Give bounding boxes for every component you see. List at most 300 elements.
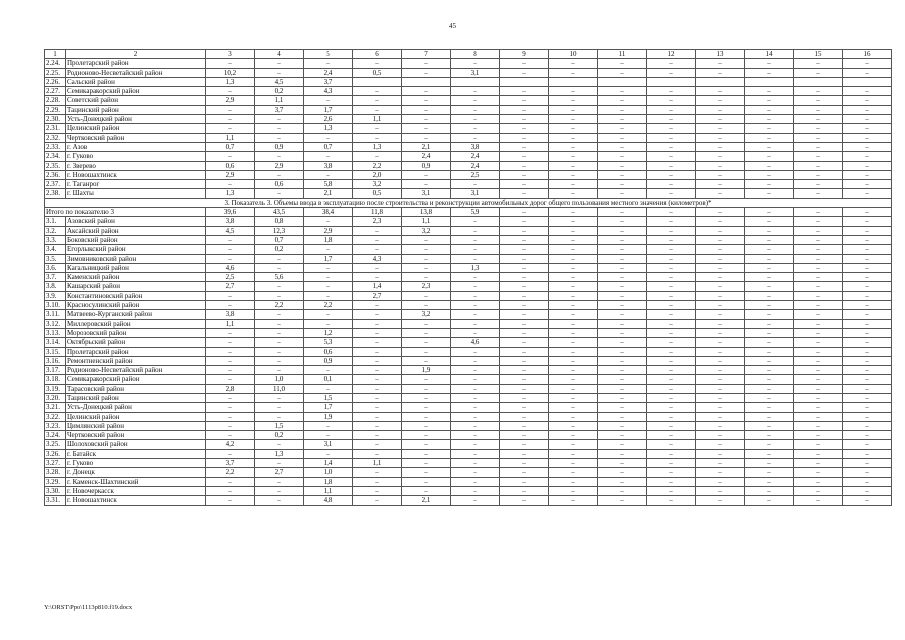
value-cell: – [843, 68, 892, 77]
value-cell: 2,1 [402, 142, 451, 151]
row-number-cell: 3.20. [45, 393, 66, 402]
value-cell: – [451, 347, 500, 356]
value-cell: 4,3 [353, 254, 402, 263]
value-cell [843, 77, 892, 86]
table-row [45, 96, 892, 105]
value-cell: – [549, 115, 598, 124]
value-cell: – [843, 310, 892, 319]
value-cell: – [206, 87, 255, 96]
value-cell: – [500, 291, 549, 300]
value-cell: – [500, 273, 549, 282]
value-cell: – [402, 263, 451, 272]
value-cell: – [647, 226, 696, 235]
value-cell: – [843, 226, 892, 235]
value-cell: 2,4 [451, 161, 500, 170]
value-cell: – [500, 170, 549, 179]
value-cell: – [549, 496, 598, 505]
value-cell: – [549, 152, 598, 161]
value-cell: – [500, 208, 549, 217]
value-cell: – [843, 189, 892, 198]
value-cell: 2,4 [451, 152, 500, 161]
value-cell: – [696, 142, 745, 151]
table-row [45, 301, 892, 310]
value-cell: – [843, 328, 892, 337]
row-number-cell: 2.30. [45, 115, 66, 124]
value-cell: – [255, 170, 304, 179]
value-cell: – [794, 440, 843, 449]
value-cell: – [549, 328, 598, 337]
value-cell: – [402, 170, 451, 179]
value-cell: – [451, 393, 500, 402]
value-cell: – [500, 319, 549, 328]
value-cell: – [500, 245, 549, 254]
value-cell: – [598, 347, 647, 356]
value-cell: – [745, 477, 794, 486]
value-cell: – [745, 226, 794, 235]
table-row [45, 124, 892, 133]
value-cell: – [549, 338, 598, 347]
value-cell: 1,1 [353, 459, 402, 468]
value-cell: – [549, 161, 598, 170]
value-cell: – [353, 319, 402, 328]
row-number-cell: 3.1. [45, 217, 66, 226]
row-number-cell: 3.27. [45, 459, 66, 468]
value-cell: – [353, 347, 402, 356]
value-cell: – [402, 291, 451, 300]
value-cell: – [696, 124, 745, 133]
value-cell: – [402, 412, 451, 421]
value-cell: – [500, 403, 549, 412]
value-cell: – [843, 254, 892, 263]
value-cell: – [745, 301, 794, 310]
value-cell: 2,9 [206, 170, 255, 179]
value-cell: 0,5 [353, 189, 402, 198]
value-cell: – [696, 87, 745, 96]
table-row [45, 142, 892, 151]
value-cell: – [206, 393, 255, 402]
value-cell: – [549, 412, 598, 421]
value-cell: – [353, 235, 402, 244]
value-cell: – [696, 412, 745, 421]
value-cell: – [647, 115, 696, 124]
value-cell: 1,5 [304, 393, 353, 402]
value-cell: 1,1 [353, 115, 402, 124]
value-cell: – [451, 356, 500, 365]
value-cell: – [500, 421, 549, 430]
value-cell: – [255, 347, 304, 356]
value-cell: 1,4 [304, 459, 353, 468]
table-row [45, 226, 892, 235]
table-row [45, 375, 892, 384]
value-cell: 1,3 [304, 124, 353, 133]
value-cell: – [500, 375, 549, 384]
value-cell: – [255, 403, 304, 412]
value-cell: – [794, 59, 843, 68]
value-cell [451, 77, 500, 86]
value-cell: – [647, 282, 696, 291]
territory-name-cell: Чертковский район [66, 133, 206, 142]
value-cell: – [549, 282, 598, 291]
value-cell: – [255, 263, 304, 272]
value-cell: – [696, 366, 745, 375]
value-cell: 3,8 [206, 310, 255, 319]
value-cell: – [451, 226, 500, 235]
value-cell: – [402, 319, 451, 328]
value-cell: 1,9 [304, 412, 353, 421]
value-cell: 2,6 [304, 115, 353, 124]
value-cell: 1,0 [255, 375, 304, 384]
value-cell: – [255, 486, 304, 495]
value-cell: – [843, 87, 892, 96]
value-cell: – [794, 412, 843, 421]
table-row [45, 486, 892, 495]
value-cell: – [549, 486, 598, 495]
value-cell: – [549, 170, 598, 179]
value-cell: – [794, 301, 843, 310]
value-cell: – [745, 459, 794, 468]
value-cell: – [353, 421, 402, 430]
value-cell: – [598, 486, 647, 495]
value-cell: – [206, 496, 255, 505]
value-cell: – [353, 393, 402, 402]
value-cell: – [353, 366, 402, 375]
row-number-cell: 3.5. [45, 254, 66, 263]
row-number-cell: 2.33. [45, 142, 66, 151]
value-cell: – [843, 393, 892, 402]
value-cell: – [255, 124, 304, 133]
value-cell: – [255, 328, 304, 337]
table-row [45, 189, 892, 198]
value-cell: – [843, 338, 892, 347]
value-cell: – [794, 263, 843, 272]
value-cell: – [402, 384, 451, 393]
value-cell: 4,8 [304, 496, 353, 505]
territory-name-cell: г. Гуково [66, 459, 206, 468]
value-cell: 0,2 [255, 245, 304, 254]
value-cell: – [745, 310, 794, 319]
value-cell: – [647, 301, 696, 310]
row-number-cell: 3.15. [45, 347, 66, 356]
value-cell: – [500, 226, 549, 235]
value-cell: – [353, 356, 402, 365]
value-cell: – [451, 366, 500, 375]
value-cell: – [500, 59, 549, 68]
value-cell: – [304, 245, 353, 254]
value-cell [549, 77, 598, 86]
row-number-cell: 2.34. [45, 152, 66, 161]
value-cell: – [402, 87, 451, 96]
territory-name-cell: г. Шахты [66, 189, 206, 198]
value-cell: – [206, 431, 255, 440]
value-cell: – [696, 133, 745, 142]
value-cell: – [549, 468, 598, 477]
value-cell: 3,7 [206, 459, 255, 468]
column-number-cell: 2 [66, 50, 206, 59]
value-cell: – [402, 356, 451, 365]
value-cell: – [500, 161, 549, 170]
value-cell: – [451, 449, 500, 458]
territory-name-cell: Сальский район [66, 77, 206, 86]
value-cell: – [745, 319, 794, 328]
value-cell: 1,2 [304, 328, 353, 337]
territory-name-cell: Советский район [66, 96, 206, 105]
value-cell: – [598, 310, 647, 319]
value-cell: – [353, 263, 402, 272]
value-cell: 1,5 [255, 421, 304, 430]
value-cell: – [598, 375, 647, 384]
value-cell: – [353, 105, 402, 114]
territory-name-cell: Константиновский район [66, 291, 206, 300]
value-cell: – [794, 245, 843, 254]
value-cell: 0,9 [402, 161, 451, 170]
value-cell: – [647, 217, 696, 226]
value-cell: – [647, 68, 696, 77]
value-cell: – [304, 384, 353, 393]
territory-name-cell: Аксайский район [66, 226, 206, 235]
value-cell: – [745, 431, 794, 440]
value-cell: – [206, 375, 255, 384]
value-cell: – [549, 59, 598, 68]
territory-name-cell: г. Новошахтинск [66, 496, 206, 505]
value-cell: – [500, 477, 549, 486]
row-number-cell: 3.4. [45, 245, 66, 254]
value-cell: – [647, 431, 696, 440]
row-number-cell: 2.31. [45, 124, 66, 133]
value-cell: – [255, 356, 304, 365]
row-number-cell: 2.24. [45, 59, 66, 68]
value-cell: 1,1 [206, 319, 255, 328]
value-cell [353, 77, 402, 86]
value-cell: – [598, 273, 647, 282]
value-cell: – [696, 115, 745, 124]
table-row [45, 161, 892, 170]
value-cell: 0,7 [255, 235, 304, 244]
value-cell: – [696, 189, 745, 198]
territory-name-cell: Пролетарский район [66, 59, 206, 68]
value-cell: – [647, 338, 696, 347]
table-row [45, 105, 892, 114]
value-cell: 1,3 [255, 449, 304, 458]
value-cell: – [745, 347, 794, 356]
value-cell: – [647, 170, 696, 179]
value-cell: – [647, 180, 696, 189]
value-cell: – [598, 496, 647, 505]
value-cell: – [745, 449, 794, 458]
value-cell: – [843, 245, 892, 254]
territory-name-cell: г. Новочеркасск [66, 486, 206, 495]
territory-name-cell: г. Таганрог [66, 180, 206, 189]
value-cell: – [255, 133, 304, 142]
territory-name-cell: Кагальницкий район [66, 263, 206, 272]
value-cell: 3,1 [402, 189, 451, 198]
value-cell: 2,1 [304, 189, 353, 198]
value-cell: – [794, 105, 843, 114]
value-cell: – [696, 301, 745, 310]
value-cell: – [255, 282, 304, 291]
value-cell: – [500, 87, 549, 96]
value-cell: – [353, 468, 402, 477]
value-cell: – [255, 459, 304, 468]
value-cell: – [255, 319, 304, 328]
territory-name-cell: Тацинский район [66, 105, 206, 114]
value-cell: – [794, 254, 843, 263]
value-cell: – [451, 217, 500, 226]
value-cell: – [549, 180, 598, 189]
value-cell: – [451, 459, 500, 468]
value-cell: 1,7 [304, 403, 353, 412]
value-cell: – [304, 217, 353, 226]
value-cell: – [794, 291, 843, 300]
value-cell: – [402, 328, 451, 337]
value-cell: – [696, 161, 745, 170]
value-cell: – [647, 254, 696, 263]
value-cell: 3,1 [304, 440, 353, 449]
value-cell: – [794, 152, 843, 161]
value-cell: – [353, 87, 402, 96]
table-row [45, 421, 892, 430]
value-cell: – [451, 310, 500, 319]
value-cell: – [500, 468, 549, 477]
value-cell: – [598, 459, 647, 468]
column-number-cell: 3 [206, 50, 255, 59]
value-cell: – [794, 496, 843, 505]
value-cell: 3,7 [304, 77, 353, 86]
value-cell: – [451, 235, 500, 244]
row-number-cell: 2.25. [45, 68, 66, 77]
value-cell: – [696, 338, 745, 347]
indicator-table [44, 49, 892, 506]
value-cell: – [745, 496, 794, 505]
value-cell: – [794, 217, 843, 226]
value-cell: – [500, 496, 549, 505]
value-cell: 12,3 [255, 226, 304, 235]
column-number-cell: 12 [647, 50, 696, 59]
table-row [45, 245, 892, 254]
territory-name-cell: Ремонтненский район [66, 356, 206, 365]
value-cell: – [647, 403, 696, 412]
total-row [45, 208, 892, 217]
value-cell: – [843, 208, 892, 217]
value-cell: – [843, 105, 892, 114]
value-cell: – [500, 440, 549, 449]
value-cell: – [304, 133, 353, 142]
value-cell: – [549, 226, 598, 235]
value-cell: – [304, 366, 353, 375]
value-cell: – [843, 384, 892, 393]
territory-name-cell: Морозовский район [66, 328, 206, 337]
value-cell: 4,3 [304, 87, 353, 96]
value-cell: – [647, 263, 696, 272]
value-cell: 1,7 [304, 105, 353, 114]
value-cell: – [304, 273, 353, 282]
value-cell: – [843, 356, 892, 365]
row-number-cell: 3.21. [45, 403, 66, 412]
value-cell: – [549, 347, 598, 356]
territory-name-cell: Родионово-Несветайский район [66, 366, 206, 375]
value-cell: – [304, 152, 353, 161]
value-cell: – [647, 375, 696, 384]
territory-name-cell: Октябрьский район [66, 338, 206, 347]
value-cell: – [500, 180, 549, 189]
column-number-cell: 6 [353, 50, 402, 59]
value-cell: – [647, 189, 696, 198]
value-cell: – [745, 393, 794, 402]
value-cell: – [255, 338, 304, 347]
table-row [45, 217, 892, 226]
row-number-cell: 2.29. [45, 105, 66, 114]
value-cell: – [206, 403, 255, 412]
territory-name-cell: г. Новошахтинск [66, 170, 206, 179]
value-cell: 1,9 [402, 366, 451, 375]
value-cell: – [647, 393, 696, 402]
value-cell: – [206, 347, 255, 356]
value-cell: 13,8 [402, 208, 451, 217]
value-cell: – [206, 254, 255, 263]
value-cell: – [451, 180, 500, 189]
value-cell: 0,9 [304, 356, 353, 365]
value-cell: – [500, 152, 549, 161]
value-cell: – [353, 477, 402, 486]
value-cell: 2,9 [255, 161, 304, 170]
value-cell: – [647, 105, 696, 114]
value-cell: – [647, 496, 696, 505]
value-cell: 3,8 [206, 217, 255, 226]
value-cell: 0,7 [304, 142, 353, 151]
value-cell: 2,1 [402, 496, 451, 505]
territory-name-cell: Усть-Донецкий район [66, 115, 206, 124]
value-cell [696, 77, 745, 86]
value-cell: – [598, 152, 647, 161]
table-row [45, 449, 892, 458]
value-cell: – [745, 105, 794, 114]
territory-name-cell: Целинский район [66, 412, 206, 421]
territory-name-cell: Целинский район [66, 124, 206, 133]
row-number-cell: 2.32. [45, 133, 66, 142]
table-row [45, 431, 892, 440]
row-number-cell: 2.38. [45, 189, 66, 198]
value-cell: – [745, 273, 794, 282]
value-cell: – [304, 263, 353, 272]
row-number-cell: 3.19. [45, 384, 66, 393]
value-cell: 1,8 [304, 477, 353, 486]
value-cell: – [794, 208, 843, 217]
value-cell: – [696, 96, 745, 105]
value-cell: 2,8 [206, 384, 255, 393]
value-cell: – [696, 477, 745, 486]
value-cell: – [647, 310, 696, 319]
row-number-cell: 3.6. [45, 263, 66, 272]
value-cell: 0,5 [353, 68, 402, 77]
value-cell: – [598, 338, 647, 347]
table-row [45, 468, 892, 477]
row-number-cell: 3.16. [45, 356, 66, 365]
value-cell: – [794, 68, 843, 77]
value-cell: – [206, 356, 255, 365]
value-cell: 2,3 [353, 217, 402, 226]
value-cell: – [549, 459, 598, 468]
value-cell: 0,9 [255, 142, 304, 151]
value-cell: – [402, 403, 451, 412]
value-cell: – [549, 431, 598, 440]
value-cell: – [500, 412, 549, 421]
value-cell: – [696, 375, 745, 384]
value-cell: – [549, 189, 598, 198]
value-cell: – [647, 87, 696, 96]
row-number-cell: 3.7. [45, 273, 66, 282]
value-cell: – [745, 235, 794, 244]
value-cell: – [745, 291, 794, 300]
value-cell: – [304, 319, 353, 328]
